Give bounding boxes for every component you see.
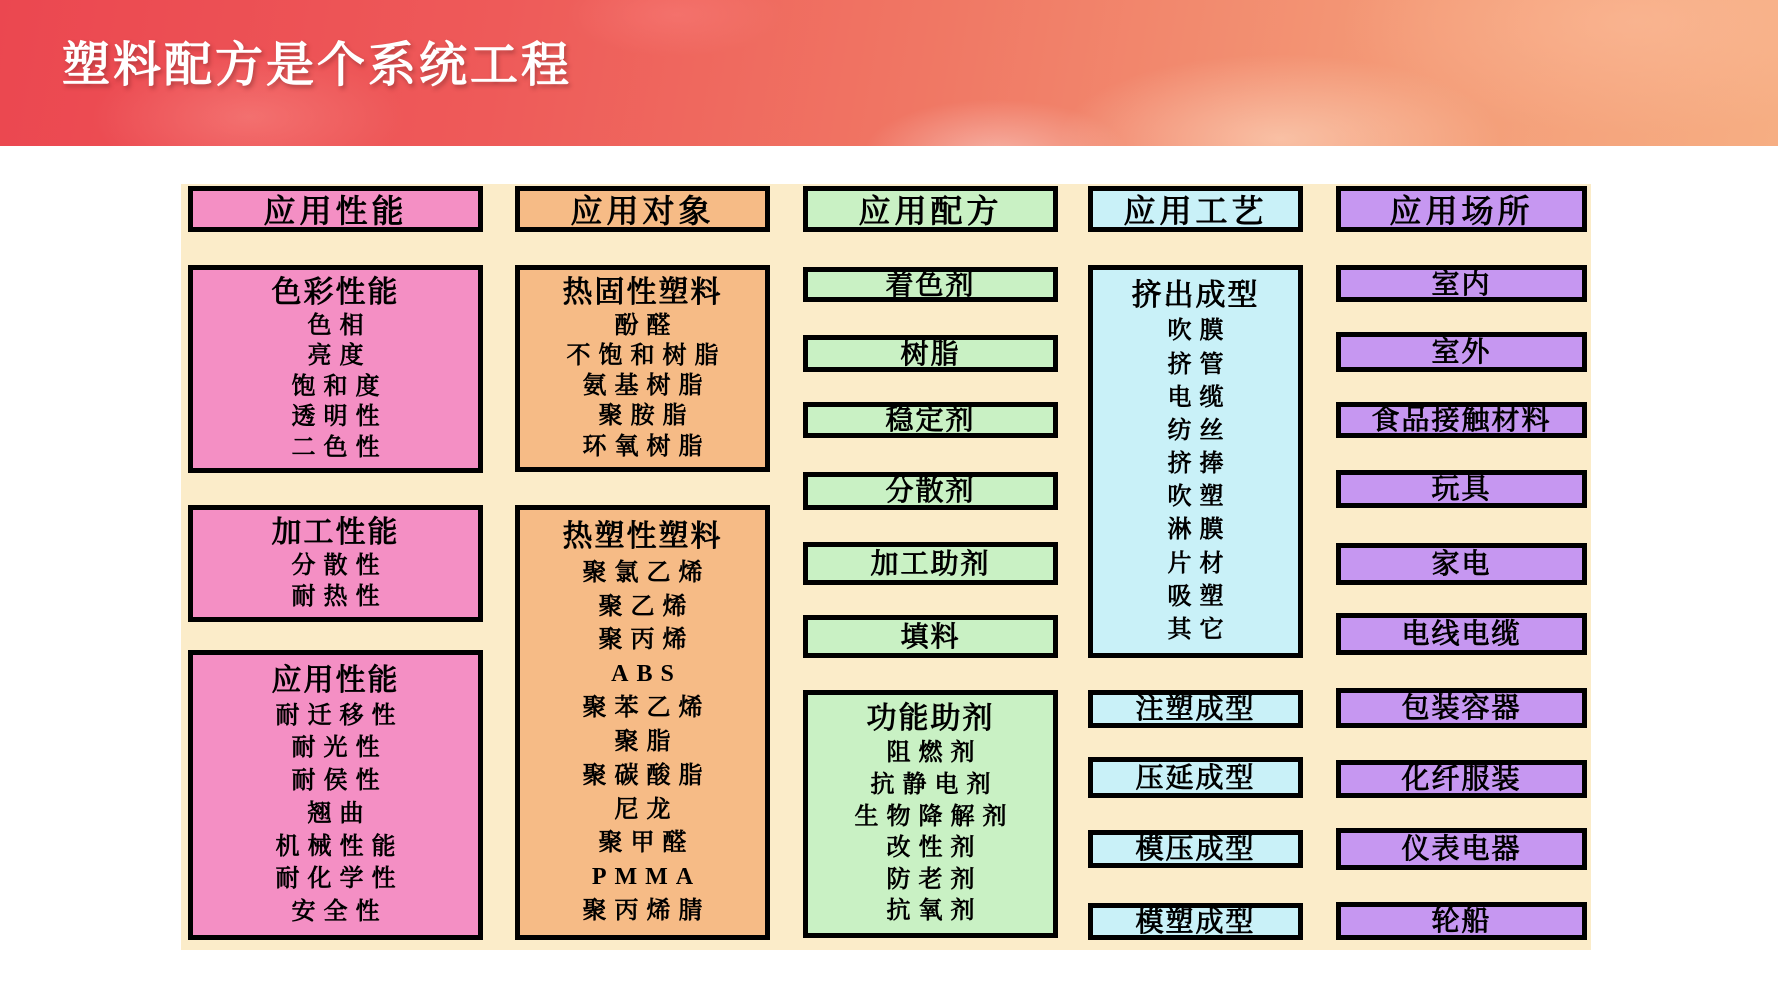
column-header-label: 应用场所	[1389, 193, 1534, 229]
box-item: 透明性	[291, 404, 388, 431]
box-item: 聚脂	[614, 728, 679, 755]
box-item: 翘曲	[307, 800, 372, 827]
application-formulas-box-3	[803, 402, 1058, 438]
box-item: 其它	[1167, 616, 1232, 643]
application-objects-box-2	[515, 505, 770, 940]
column-header-application-performance	[188, 186, 483, 232]
box-item: 聚乙烯	[598, 593, 695, 620]
application-places-box-2	[1336, 332, 1587, 372]
box-item: 尼龙	[614, 796, 679, 823]
box-item: 耐光性	[291, 735, 388, 762]
box-label: 模压成型	[1135, 833, 1256, 864]
box-label: 压延成型	[1135, 761, 1256, 793]
box-title: 热固性塑料	[562, 276, 723, 310]
box-label: 稳定剂	[885, 404, 976, 435]
box-item: 纺丝	[1167, 417, 1232, 444]
application-places-box-3	[1336, 402, 1587, 438]
box-item: 安全性	[291, 899, 388, 926]
application-places-box-9	[1336, 828, 1587, 870]
box-item: PMMA	[591, 864, 702, 891]
column-header-application-processes	[1088, 186, 1303, 232]
box-item: 生物降解剂	[854, 803, 1015, 830]
box-label: 家电	[1431, 548, 1492, 579]
box-title: 功能助剂	[866, 702, 995, 736]
box-item: 亮度	[307, 343, 372, 370]
box-label: 轮船	[1431, 905, 1492, 936]
box-item: 电缆	[1167, 384, 1232, 411]
slide-title: 塑料配方是个系统工程	[62, 39, 573, 92]
box-title: 热塑性塑料	[562, 519, 723, 553]
box-item: 色相	[307, 312, 372, 339]
application-formulas-box-7	[803, 690, 1058, 938]
box-item: 聚碳酸脂	[582, 762, 711, 789]
column-header-label: 应用性能	[263, 193, 408, 229]
column-header-label: 应用配方	[858, 193, 1003, 229]
box-item: 聚甲醛	[598, 830, 695, 857]
application-places-box-10	[1336, 902, 1587, 940]
box-label: 室外	[1431, 336, 1492, 367]
box-item: 聚胺脂	[598, 403, 695, 430]
box-label: 分散剂	[885, 475, 976, 506]
application-formulas-box-1	[803, 267, 1058, 302]
box-item: 聚丙烯腈	[582, 898, 711, 925]
box-item: 饱和度	[291, 373, 388, 400]
box-label: 玩具	[1431, 473, 1492, 504]
box-item: 抗氧剂	[886, 898, 983, 925]
box-title: 色彩性能	[271, 276, 400, 310]
box-label: 树脂	[900, 337, 961, 369]
box-item: 吹塑	[1167, 484, 1232, 511]
box-item: 酚醛	[614, 312, 679, 339]
box-label: 填料	[900, 620, 961, 652]
application-processes-box-3	[1088, 757, 1303, 798]
box-item: 机械性能	[275, 833, 404, 860]
application-performance-box-3	[188, 650, 483, 940]
application-processes-box-4	[1088, 830, 1303, 868]
box-item: 挤捧	[1167, 451, 1232, 478]
box-item: 抗静电剂	[870, 771, 999, 798]
box-item: 聚氯乙烯	[582, 559, 711, 586]
application-processes-box-2	[1088, 690, 1303, 728]
box-item: 防老剂	[886, 866, 983, 893]
column-header-application-formulas	[803, 186, 1058, 232]
box-label: 仪表电器	[1401, 833, 1522, 864]
box-label: 电线电缆	[1401, 618, 1522, 649]
application-processes-box-1	[1088, 265, 1303, 658]
box-item: 耐化学性	[275, 866, 404, 893]
application-formulas-box-4	[803, 472, 1058, 510]
box-label: 食品接触材料	[1371, 404, 1552, 435]
application-places-box-6	[1336, 613, 1587, 655]
box-label: 化纤服装	[1401, 763, 1522, 794]
application-performance-box-1	[188, 265, 483, 473]
application-performance-box-2	[188, 505, 483, 622]
box-item: 改性剂	[886, 835, 983, 862]
box-item: 吹膜	[1167, 318, 1232, 345]
application-places-box-7	[1336, 688, 1587, 728]
box-title: 应用性能	[271, 663, 400, 697]
column-header-label: 应用对象	[570, 193, 715, 229]
box-label: 室内	[1431, 267, 1492, 299]
box-item: 耐侯性	[291, 768, 388, 795]
box-title: 挤出成型	[1131, 278, 1260, 312]
box-label: 包装容器	[1401, 692, 1522, 723]
box-item: 耐热性	[291, 583, 388, 610]
application-formulas-box-2	[803, 335, 1058, 372]
box-item: 淋膜	[1167, 517, 1232, 544]
box-label: 注塑成型	[1135, 693, 1256, 724]
application-processes-box-5	[1088, 903, 1303, 940]
box-item: 二色性	[291, 434, 388, 461]
box-title: 加工性能	[271, 516, 400, 550]
column-header-label: 应用工艺	[1123, 193, 1268, 229]
box-item: 阻燃剂	[886, 740, 983, 767]
application-places-box-1	[1336, 265, 1587, 302]
box-item: 聚丙烯	[598, 627, 695, 654]
box-label: 加工助剂	[870, 547, 991, 579]
application-formulas-box-6	[803, 615, 1058, 658]
box-item: 环氧树脂	[582, 433, 711, 460]
box-item: 分散性	[291, 553, 388, 580]
box-label: 着色剂	[885, 268, 976, 300]
application-places-box-8	[1336, 760, 1587, 798]
column-header-application-places	[1336, 186, 1587, 232]
application-places-box-5	[1336, 543, 1587, 585]
box-item: 耐迁移性	[275, 702, 404, 729]
title-banner	[0, 0, 1778, 146]
application-objects-box-1	[515, 265, 770, 472]
box-item: 吸塑	[1167, 583, 1232, 610]
application-places-box-4	[1336, 470, 1587, 508]
box-item: 不饱和树脂	[566, 342, 727, 369]
box-item: 挤管	[1167, 351, 1232, 378]
box-item: 聚苯乙烯	[582, 695, 711, 722]
box-label: 模塑成型	[1135, 905, 1256, 937]
box-item: 片材	[1167, 550, 1232, 577]
box-item: ABS	[611, 661, 682, 688]
application-formulas-box-5	[803, 542, 1058, 585]
box-item: 氨基树脂	[582, 373, 711, 400]
column-header-application-objects	[515, 186, 770, 232]
